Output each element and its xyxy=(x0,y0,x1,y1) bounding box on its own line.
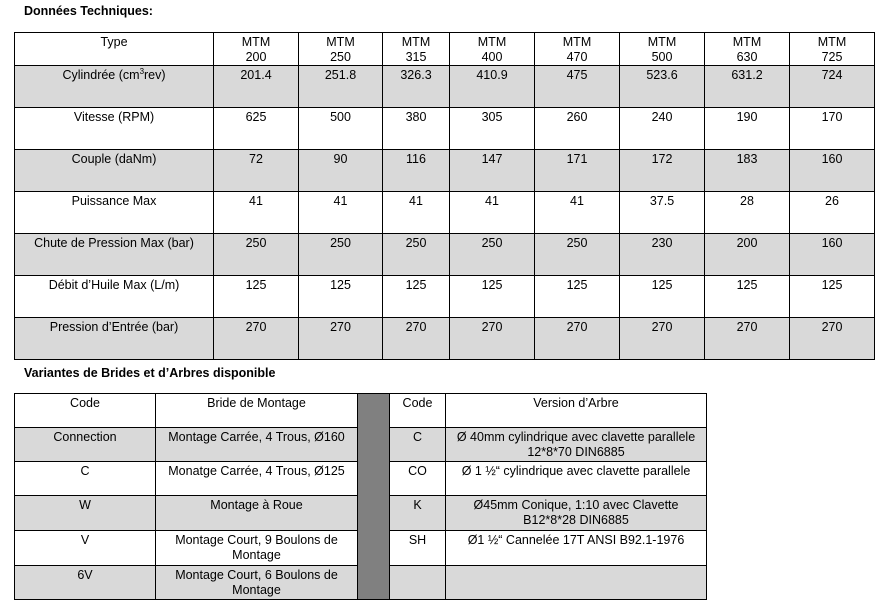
table-cell: 171 xyxy=(535,150,620,192)
model-header xyxy=(214,33,299,66)
table-row xyxy=(15,318,875,360)
model-prefix: MTM xyxy=(647,35,677,49)
model-prefix: MTM xyxy=(477,35,507,49)
flange-description-cell: Montage Court, 6 Boulons de Montage xyxy=(156,566,358,600)
shaft-description-cell: Ø 1 ½“ cylindrique avec clavette parallele xyxy=(446,462,707,496)
table-cell: 170 xyxy=(790,108,875,150)
model-prefix: MTM xyxy=(401,35,431,49)
model-header xyxy=(705,33,790,66)
model-prefix: MTM xyxy=(326,35,355,49)
model-prefix: MTM xyxy=(241,35,271,49)
table-cell: 125 xyxy=(705,276,790,318)
table-cell: 116 xyxy=(383,150,450,192)
row-label-superscript: 3 xyxy=(139,66,145,76)
table-cell: 250 xyxy=(299,234,383,276)
table-cell: 125 xyxy=(450,276,535,318)
table-cell: 270 xyxy=(299,318,383,360)
model-header xyxy=(620,33,705,66)
table-cell: 270 xyxy=(620,318,705,360)
row-label-text: Débit d’Huile Max (L/m) xyxy=(48,278,180,292)
table-cell: 240 xyxy=(620,108,705,150)
technical-data-table xyxy=(14,32,875,360)
table-cell: 251.8 xyxy=(299,66,383,108)
table-cell: 28 xyxy=(705,192,790,234)
table-cell: 72 xyxy=(214,150,299,192)
model-number: 630 xyxy=(736,50,758,64)
table-cell: 250 xyxy=(535,234,620,276)
flange-description-cell: Montage Carrée, 4 Trous, Ø160 xyxy=(156,428,358,462)
table-cell: 270 xyxy=(214,318,299,360)
flange-code-cell: Connection xyxy=(15,428,156,462)
shaft-description-cell: Ø1 ½“ Cannelée 17T ANSI B92.1-1976 xyxy=(446,531,707,566)
table-cell: 724 xyxy=(790,66,875,108)
table-cell: 125 xyxy=(535,276,620,318)
code-header: Code xyxy=(390,394,446,428)
table-cell: 125 xyxy=(383,276,450,318)
table-cell: 305 xyxy=(450,108,535,150)
table-cell: 380 xyxy=(383,108,450,150)
flange-description-cell: Montage Court, 9 Boulons de Montage xyxy=(156,531,358,566)
table-cell: 41 xyxy=(383,192,450,234)
shaft-code-cell: C xyxy=(390,428,446,462)
table-cell: 90 xyxy=(299,150,383,192)
row-label xyxy=(15,276,214,318)
table-cell: 250 xyxy=(450,234,535,276)
shaft-code-cell xyxy=(390,566,446,600)
table-row xyxy=(15,108,875,150)
variants-heading: Variantes de Brides et d’Arbres disponible xyxy=(24,366,276,380)
model-header xyxy=(790,33,875,66)
shaft-code-cell: K xyxy=(390,496,446,531)
table-cell: 250 xyxy=(383,234,450,276)
table-cell: 183 xyxy=(705,150,790,192)
table-cell: 270 xyxy=(790,318,875,360)
model-prefix: MTM xyxy=(732,35,762,49)
model-number: 250 xyxy=(330,50,351,64)
table-cell: 270 xyxy=(705,318,790,360)
row-label-text: Pression d’Entrée (bar) xyxy=(49,320,179,334)
table-cell: 125 xyxy=(620,276,705,318)
table-cell: 475 xyxy=(535,66,620,108)
table-row xyxy=(15,276,875,318)
table-cell: 270 xyxy=(535,318,620,360)
variants-header-row xyxy=(15,394,707,428)
shaft-description-cell: Ø45mm Conique, 1:10 avec Clavette B12*8*28 DIN6885 xyxy=(446,496,707,531)
type-header: Type xyxy=(15,33,214,66)
model-header xyxy=(535,33,620,66)
table-cell: 270 xyxy=(383,318,450,360)
separator-column xyxy=(358,394,390,600)
shaft-code-cell: SH xyxy=(390,531,446,566)
model-prefix: MTM xyxy=(562,35,592,49)
table-cell: 326.3 xyxy=(383,66,450,108)
table-cell: 172 xyxy=(620,150,705,192)
row-label xyxy=(15,150,214,192)
shaft-header: Version d’Arbre xyxy=(446,394,707,428)
model-number: 470 xyxy=(566,50,588,64)
table-cell: 523.6 xyxy=(620,66,705,108)
table-cell: 125 xyxy=(790,276,875,318)
row-label xyxy=(15,234,214,276)
flange-code-cell: W xyxy=(15,496,156,531)
flange-description-cell: Montage à Roue xyxy=(156,496,358,531)
table-cell: 160 xyxy=(790,234,875,276)
model-number: 500 xyxy=(651,50,673,64)
table-cell: 41 xyxy=(214,192,299,234)
row-label xyxy=(15,108,214,150)
technical-data-heading: Données Techniques: xyxy=(24,4,153,18)
model-number: 200 xyxy=(245,50,267,64)
row-label-unit: rev) xyxy=(144,68,166,82)
table-cell: 41 xyxy=(535,192,620,234)
shaft-description-cell: Ø 40mm cylindrique avec clavette parallele 12*8*70 DIN6885 xyxy=(446,428,707,462)
model-number: 400 xyxy=(481,50,503,64)
table-cell: 41 xyxy=(299,192,383,234)
table-cell: 270 xyxy=(450,318,535,360)
model-prefix: MTM xyxy=(817,35,847,49)
table-cell: 250 xyxy=(214,234,299,276)
shaft-code-cell: CO xyxy=(390,462,446,496)
shaft-description-cell xyxy=(446,566,707,600)
table-cell: 230 xyxy=(620,234,705,276)
table-cell: 41 xyxy=(450,192,535,234)
table-row xyxy=(15,234,875,276)
model-number: 315 xyxy=(405,50,427,64)
table-cell: 631.2 xyxy=(705,66,790,108)
code-header: Code xyxy=(15,394,156,428)
row-label xyxy=(15,66,214,108)
flange-header: Bride de Montage xyxy=(156,394,358,428)
table-cell: 147 xyxy=(450,150,535,192)
model-number: 725 xyxy=(821,50,843,64)
model-header xyxy=(299,33,383,66)
table-cell: 201.4 xyxy=(214,66,299,108)
row-label-text: Couple (daNm) xyxy=(71,152,157,166)
model-header xyxy=(383,33,450,66)
table-row xyxy=(15,66,875,108)
table-cell: 37.5 xyxy=(620,192,705,234)
row-label xyxy=(15,192,214,234)
row-label-text: Cylindrée (cm xyxy=(62,68,140,82)
flange-code-cell: C xyxy=(15,462,156,496)
row-label-text: Vitesse (RPM) xyxy=(73,110,155,124)
row-label xyxy=(15,318,214,360)
table-cell: 260 xyxy=(535,108,620,150)
flange-description-cell: Monatge Carrée, 4 Trous, Ø125 xyxy=(156,462,358,496)
model-header xyxy=(450,33,535,66)
table-cell: 125 xyxy=(299,276,383,318)
table-cell: 125 xyxy=(214,276,299,318)
table-cell: 200 xyxy=(705,234,790,276)
table-cell: 26 xyxy=(790,192,875,234)
flange-code-cell: V xyxy=(15,531,156,566)
table-cell: 500 xyxy=(299,108,383,150)
row-label-text: Puissance Max xyxy=(71,194,157,208)
table-header-row xyxy=(15,33,875,66)
row-label-text: Chute de Pression Max (bar) xyxy=(34,236,194,250)
variants-table xyxy=(14,393,707,600)
flange-code-cell: 6V xyxy=(15,566,156,600)
table-cell: 160 xyxy=(790,150,875,192)
table-cell: 625 xyxy=(214,108,299,150)
table-row xyxy=(15,150,875,192)
table-row xyxy=(15,192,875,234)
table-cell: 190 xyxy=(705,108,790,150)
table-cell: 410.9 xyxy=(450,66,535,108)
